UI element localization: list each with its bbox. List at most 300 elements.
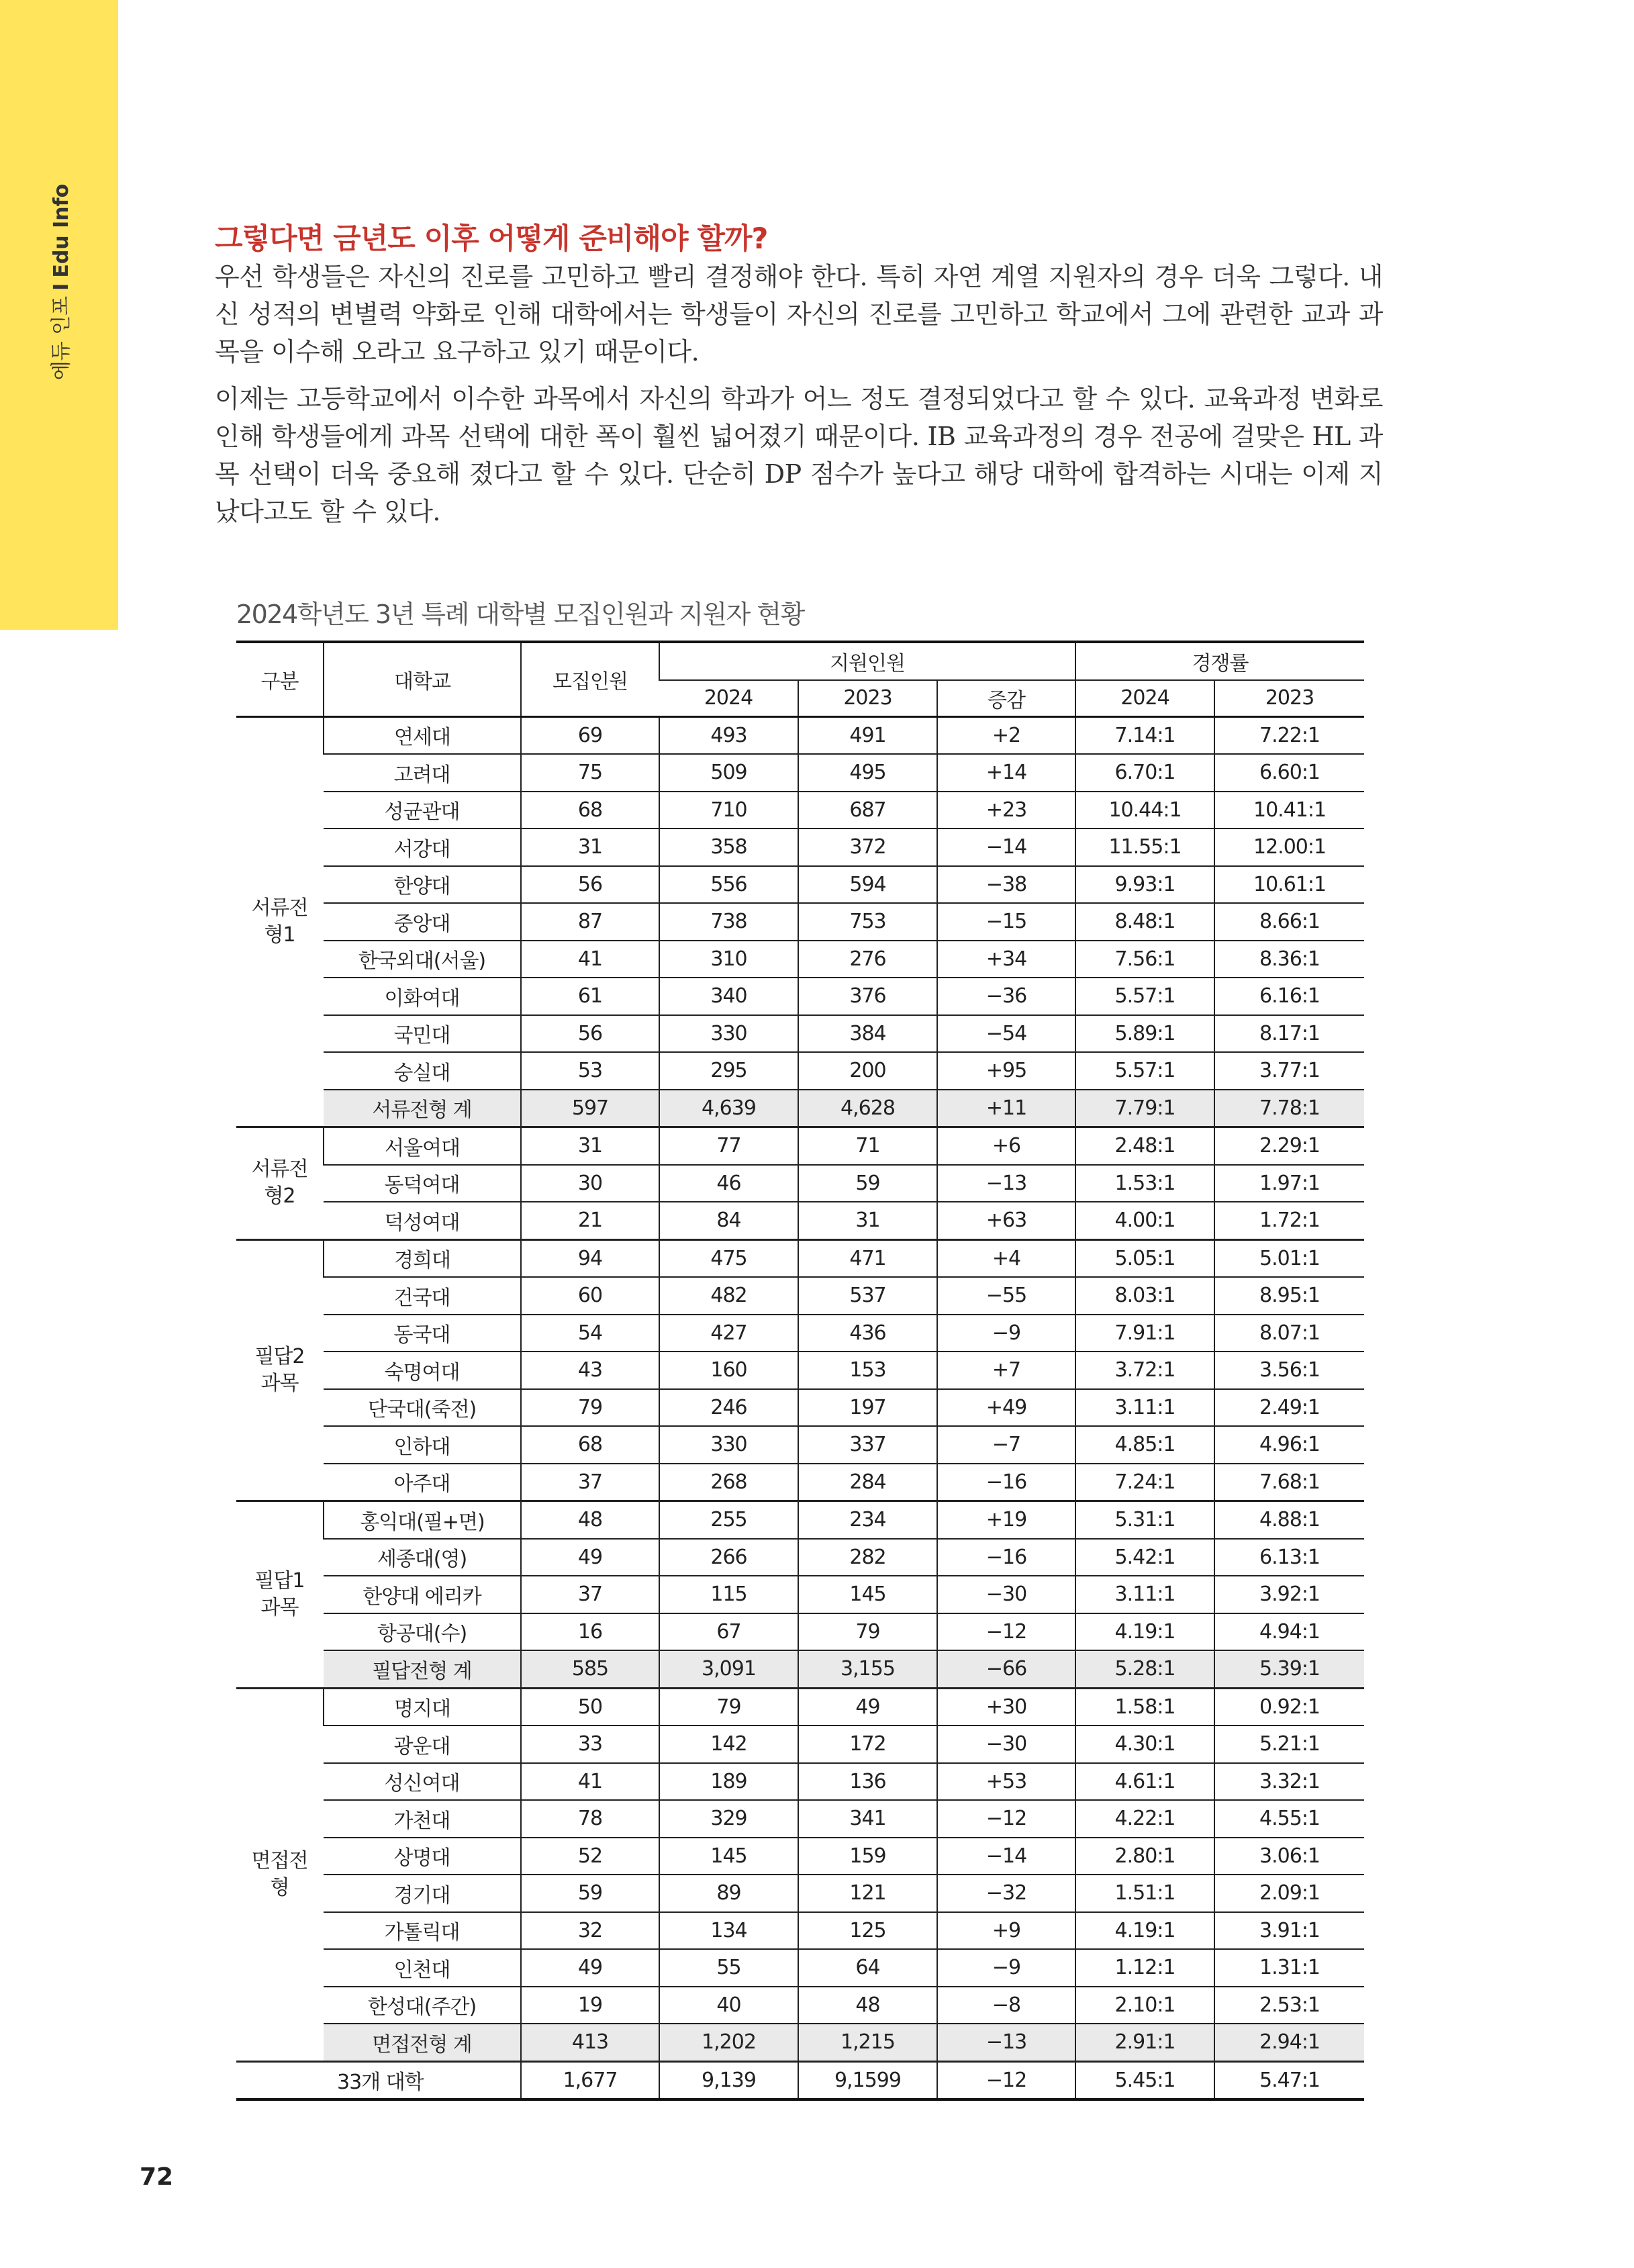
cell-applicants-2023: 172 (798, 1726, 937, 1763)
cell-competition-2024: 10.44:1 (1075, 792, 1214, 829)
cell-change: −32 (937, 1875, 1075, 1912)
cell-quota: 61 (521, 978, 659, 1015)
cell-competition-2024: 3.11:1 (1075, 1389, 1214, 1427)
cell-change: +30 (937, 1688, 1075, 1726)
cell-quota: 16 (521, 1613, 659, 1651)
cell-competition-2024: 1.58:1 (1075, 1688, 1214, 1726)
cell-applicants-2023: 59 (798, 1165, 937, 1202)
cell-applicants-2023: 79 (798, 1613, 937, 1651)
table-row (236, 1800, 1364, 1838)
cell-change: +19 (937, 1501, 1075, 1539)
table-row (236, 1426, 1364, 1464)
cell-quota: 33 (521, 1726, 659, 1763)
cell-applicants-2023: 495 (798, 754, 937, 792)
group-label: 면접전 형 (236, 1688, 324, 2061)
table-row (236, 1613, 1364, 1651)
page-number: 72 (140, 2163, 174, 2191)
cell-competition-2023: 3.06:1 (1214, 1838, 1364, 1875)
group-label: 필답2 과목 (236, 1239, 324, 1501)
cell-competition-2023: 12.00:1 (1214, 829, 1364, 866)
cell-competition-2024: 7.14:1 (1075, 716, 1214, 754)
cell-applicants-2023: 125 (798, 1912, 937, 1950)
admissions-table-container (236, 641, 1364, 2101)
cell-competition-2023: 6.60:1 (1214, 754, 1364, 792)
cell-applicants-2024: 330 (659, 1426, 798, 1464)
table-row (236, 716, 1364, 754)
cell-change: −30 (937, 1576, 1075, 1613)
cell-total-applicants-2024: 9,139 (659, 2061, 798, 2099)
body-paragraph-2: 이제는 고등학교에서 이수한 과목에서 자신의 학과가 어느 정도 결정되었다고 할 수 있다. 교육과정 변화로 인해 학생들에게 과목 선택에 대한 폭이 훨씬 넓어졌기 때문이다. IB 교육과정의 경우 전공에 걸맞은 HL 과목 선택이 더욱 중요해 졌다고 할 수 있다. 단순히 DP 점수가 높다고 해당 대학에 합격하는 시대는 이제 지났다고도 할 수 있다. (215, 384, 1383, 526)
cell-competition-2024: 4.61:1 (1075, 1763, 1214, 1801)
section-label-en: Edu Info (50, 183, 73, 278)
cell-competition-2023: 6.16:1 (1214, 978, 1364, 1015)
cell-university: 성신여대 (324, 1763, 521, 1801)
cell-quota: 56 (521, 1015, 659, 1053)
cell-change: +11 (937, 1090, 1075, 1127)
cell-quota: 41 (521, 1763, 659, 1801)
cell-competition-2023: 10.41:1 (1214, 792, 1364, 829)
cell-change: −9 (937, 1949, 1075, 1987)
cell-applicants-2023: 372 (798, 829, 937, 866)
cell-change: +63 (937, 1202, 1075, 1239)
cell-quota: 413 (521, 2024, 659, 2061)
cell-total-applicants-2023: 9,1599 (798, 2061, 937, 2099)
cell-applicants-2023: 31 (798, 1202, 937, 1239)
cell-change: +4 (937, 1239, 1075, 1277)
cell-quota: 31 (521, 829, 659, 866)
cell-quota: 48 (521, 1501, 659, 1539)
header-applicants-2024: 2024 (659, 680, 798, 717)
table-row (236, 1052, 1364, 1090)
cell-quota: 69 (521, 716, 659, 754)
table-total-row (236, 2061, 1364, 2099)
section-label (44, 184, 74, 381)
cell-competition-2023: 4.94:1 (1214, 1613, 1364, 1651)
table-row (236, 1875, 1364, 1912)
cell-applicants-2024: 142 (659, 1726, 798, 1763)
cell-applicants-2024: 738 (659, 903, 798, 941)
cell-competition-2023: 8.66:1 (1214, 903, 1364, 941)
cell-change: −14 (937, 829, 1075, 866)
cell-quota: 54 (521, 1315, 659, 1352)
header-competition-2024: 2024 (1075, 680, 1214, 717)
table-row (236, 903, 1364, 941)
cell-competition-2023: 4.88:1 (1214, 1501, 1364, 1539)
cell-change: −38 (937, 866, 1075, 904)
cell-applicants-2024: 556 (659, 866, 798, 904)
section-label-ko: 에듀 인포 (50, 295, 73, 381)
table-row (236, 1165, 1364, 1202)
cell-university: 명지대 (324, 1688, 521, 1726)
cell-competition-2024: 6.70:1 (1075, 754, 1214, 792)
cell-competition-2024: 4.19:1 (1075, 1912, 1214, 1950)
cell-competition-2023: 5.21:1 (1214, 1726, 1364, 1763)
cell-quota: 50 (521, 1688, 659, 1726)
cell-university: 국민대 (324, 1015, 521, 1053)
table-row (236, 754, 1364, 792)
cell-applicants-2023: 687 (798, 792, 937, 829)
header-university: 대학교 (324, 642, 521, 716)
cell-total-quota: 1,677 (521, 2061, 659, 2099)
cell-competition-2024: 11.55:1 (1075, 829, 1214, 866)
cell-change: −55 (937, 1277, 1075, 1315)
table-row (236, 941, 1364, 978)
table-row (236, 1987, 1364, 2024)
table-row (236, 1127, 1364, 1165)
body-paragraph-1: 우선 학생들은 자신의 진로를 고민하고 빨리 결정해야 한다. 특히 자연 계열 지원자의 경우 더욱 그렇다. 내신 성적의 변별력 약화로 인해 대학에서는 학생들이 자신의 진로를 고민하고 학교에서 그에 관련한 교과 과목을 이수해 오라고 요구하고 있기 때문이다. (215, 262, 1383, 367)
cell-applicants-2023: 3,155 (798, 1650, 937, 1688)
group-label: 필답1 과목 (236, 1501, 324, 1689)
cell-competition-2024: 3.11:1 (1075, 1576, 1214, 1613)
cell-quota: 59 (521, 1875, 659, 1912)
cell-competition-2024: 5.31:1 (1075, 1501, 1214, 1539)
cell-change: −14 (937, 1838, 1075, 1875)
cell-quota: 60 (521, 1277, 659, 1315)
cell-quota: 37 (521, 1576, 659, 1613)
cell-university: 필답전형 계 (324, 1650, 521, 1688)
cell-competition-2024: 5.57:1 (1075, 1052, 1214, 1090)
cell-applicants-2023: 197 (798, 1389, 937, 1427)
cell-competition-2023: 2.53:1 (1214, 1987, 1364, 2024)
cell-competition-2024: 1.51:1 (1075, 1875, 1214, 1912)
table-row (236, 1912, 1364, 1950)
cell-competition-2024: 2.48:1 (1075, 1127, 1214, 1165)
cell-competition-2024: 3.72:1 (1075, 1352, 1214, 1389)
cell-applicants-2024: 427 (659, 1315, 798, 1352)
cell-applicants-2023: 4,628 (798, 1090, 937, 1127)
cell-change: −30 (937, 1726, 1075, 1763)
table-summary-row (236, 1650, 1364, 1688)
cell-competition-2023: 7.68:1 (1214, 1464, 1364, 1501)
cell-competition-2023: 7.22:1 (1214, 716, 1364, 754)
cell-applicants-2023: 153 (798, 1352, 937, 1389)
cell-quota: 94 (521, 1239, 659, 1277)
cell-change: −36 (937, 978, 1075, 1015)
cell-competition-2023: 4.96:1 (1214, 1426, 1364, 1464)
cell-applicants-2023: 200 (798, 1052, 937, 1090)
cell-change: +34 (937, 941, 1075, 978)
header-quota: 모집인원 (521, 642, 659, 716)
cell-applicants-2024: 46 (659, 1165, 798, 1202)
cell-total-competition-2023: 5.47:1 (1214, 2061, 1364, 2099)
cell-change: +2 (937, 716, 1075, 754)
cell-applicants-2024: 295 (659, 1052, 798, 1090)
cell-competition-2023: 6.13:1 (1214, 1539, 1364, 1576)
cell-applicants-2023: 136 (798, 1763, 937, 1801)
cell-competition-2023: 8.07:1 (1214, 1315, 1364, 1352)
cell-change: −9 (937, 1315, 1075, 1352)
table-row (236, 1239, 1364, 1277)
cell-competition-2023: 2.94:1 (1214, 2024, 1364, 2061)
table-body (236, 716, 1364, 2099)
table-row (236, 1576, 1364, 1613)
cell-applicants-2024: 509 (659, 754, 798, 792)
cell-competition-2023: 3.91:1 (1214, 1912, 1364, 1950)
cell-competition-2024: 2.80:1 (1075, 1838, 1214, 1875)
table-row (236, 1015, 1364, 1053)
cell-quota: 31 (521, 1127, 659, 1165)
cell-change: +6 (937, 1127, 1075, 1165)
cell-change: +49 (937, 1389, 1075, 1427)
cell-change: −54 (937, 1015, 1075, 1053)
table-row (236, 829, 1364, 866)
cell-change: −12 (937, 1613, 1075, 1651)
cell-applicants-2024: 134 (659, 1912, 798, 1950)
cell-competition-2024: 5.42:1 (1075, 1539, 1214, 1576)
cell-applicants-2024: 84 (659, 1202, 798, 1239)
cell-applicants-2023: 121 (798, 1875, 937, 1912)
cell-competition-2023: 5.39:1 (1214, 1650, 1364, 1688)
cell-applicants-2023: 234 (798, 1501, 937, 1539)
cell-university: 고려대 (324, 754, 521, 792)
cell-quota: 21 (521, 1202, 659, 1239)
cell-competition-2023: 3.77:1 (1214, 1052, 1364, 1090)
cell-competition-2024: 5.05:1 (1075, 1239, 1214, 1277)
cell-competition-2024: 8.48:1 (1075, 903, 1214, 941)
cell-competition-2024: 7.56:1 (1075, 941, 1214, 978)
cell-competition-2023: 2.09:1 (1214, 1875, 1364, 1912)
cell-change: −16 (937, 1464, 1075, 1501)
cell-applicants-2024: 115 (659, 1576, 798, 1613)
cell-applicants-2024: 340 (659, 978, 798, 1015)
cell-applicants-2024: 40 (659, 1987, 798, 2024)
cell-competition-2024: 7.79:1 (1075, 1090, 1214, 1127)
cell-applicants-2024: 710 (659, 792, 798, 829)
cell-change: +14 (937, 754, 1075, 792)
table-row (236, 1763, 1364, 1801)
cell-competition-2024: 4.19:1 (1075, 1613, 1214, 1651)
cell-competition-2023: 2.49:1 (1214, 1389, 1364, 1427)
cell-applicants-2024: 189 (659, 1763, 798, 1801)
cell-change: −8 (937, 1987, 1075, 2024)
header-competition-2023: 2023 (1214, 680, 1364, 717)
cell-competition-2024: 2.10:1 (1075, 1987, 1214, 2024)
cell-applicants-2024: 358 (659, 829, 798, 866)
cell-applicants-2023: 1,215 (798, 2024, 937, 2061)
cell-change: −15 (937, 903, 1075, 941)
cell-applicants-2023: 384 (798, 1015, 937, 1053)
cell-applicants-2023: 48 (798, 1987, 937, 2024)
cell-applicants-2024: 79 (659, 1688, 798, 1726)
cell-quota: 597 (521, 1090, 659, 1127)
cell-applicants-2024: 266 (659, 1539, 798, 1576)
cell-change: −13 (937, 1165, 1075, 1202)
cell-applicants-2023: 284 (798, 1464, 937, 1501)
table-row (236, 1315, 1364, 1352)
section-label-separator: I (50, 283, 73, 291)
cell-quota: 75 (521, 754, 659, 792)
table-row (236, 1688, 1364, 1726)
table-row (236, 1389, 1364, 1427)
cell-quota: 52 (521, 1838, 659, 1875)
cell-university: 경기대 (324, 1875, 521, 1912)
cell-quota: 49 (521, 1539, 659, 1576)
cell-applicants-2024: 246 (659, 1389, 798, 1427)
cell-total-change: −12 (937, 2061, 1075, 2099)
cell-university: 동국대 (324, 1315, 521, 1352)
table-row (236, 866, 1364, 904)
table-summary-row (236, 1090, 1364, 1127)
cell-applicants-2024: 3,091 (659, 1650, 798, 1688)
cell-applicants-2023: 376 (798, 978, 937, 1015)
cell-quota: 49 (521, 1949, 659, 1987)
cell-applicants-2023: 159 (798, 1838, 937, 1875)
cell-applicants-2024: 67 (659, 1613, 798, 1651)
cell-quota: 78 (521, 1800, 659, 1838)
cell-applicants-2023: 594 (798, 866, 937, 904)
cell-change: −7 (937, 1426, 1075, 1464)
cell-competition-2024: 1.53:1 (1075, 1165, 1214, 1202)
cell-university: 한양대 (324, 866, 521, 904)
cell-university: 경희대 (324, 1239, 521, 1277)
cell-quota: 68 (521, 792, 659, 829)
cell-quota: 87 (521, 903, 659, 941)
cell-competition-2023: 0.92:1 (1214, 1688, 1364, 1726)
cell-applicants-2023: 145 (798, 1576, 937, 1613)
header-applicants: 지원인원 (659, 642, 1075, 680)
cell-university: 상명대 (324, 1838, 521, 1875)
cell-quota: 32 (521, 1912, 659, 1950)
cell-applicants-2023: 64 (798, 1949, 937, 1987)
cell-quota: 56 (521, 866, 659, 904)
cell-competition-2023: 7.78:1 (1214, 1090, 1364, 1127)
cell-university: 연세대 (324, 716, 521, 754)
table-row (236, 1949, 1364, 1987)
cell-quota: 68 (521, 1426, 659, 1464)
cell-competition-2024: 5.89:1 (1075, 1015, 1214, 1053)
cell-quota: 53 (521, 1052, 659, 1090)
cell-quota: 43 (521, 1352, 659, 1389)
cell-change: −66 (937, 1650, 1075, 1688)
cell-competition-2024: 5.57:1 (1075, 978, 1214, 1015)
cell-applicants-2024: 89 (659, 1875, 798, 1912)
cell-university: 인천대 (324, 1949, 521, 1987)
cell-university: 한국외대(서울) (324, 941, 521, 978)
cell-competition-2023: 8.36:1 (1214, 941, 1364, 978)
section-heading: 그렇다면 금년도 이후 어떻게 준비해야 할까? (215, 222, 768, 256)
cell-university: 중앙대 (324, 903, 521, 941)
cell-competition-2024: 8.03:1 (1075, 1277, 1214, 1315)
cell-applicants-2024: 4,639 (659, 1090, 798, 1127)
cell-competition-2023: 1.72:1 (1214, 1202, 1364, 1239)
cell-change: +95 (937, 1052, 1075, 1090)
cell-competition-2024: 7.91:1 (1075, 1315, 1214, 1352)
cell-university: 숙명여대 (324, 1352, 521, 1389)
table-row (236, 1202, 1364, 1239)
cell-applicants-2024: 1,202 (659, 2024, 798, 2061)
cell-competition-2023: 8.95:1 (1214, 1277, 1364, 1315)
cell-applicants-2024: 475 (659, 1239, 798, 1277)
cell-applicants-2024: 77 (659, 1127, 798, 1165)
cell-change: −12 (937, 1800, 1075, 1838)
cell-university: 면접전형 계 (324, 2024, 521, 2061)
cell-competition-2023: 2.29:1 (1214, 1127, 1364, 1165)
cell-university: 성균관대 (324, 792, 521, 829)
cell-quota: 37 (521, 1464, 659, 1501)
cell-applicants-2023: 276 (798, 941, 937, 978)
table-row (236, 1726, 1364, 1763)
cell-university: 건국대 (324, 1277, 521, 1315)
cell-applicants-2024: 268 (659, 1464, 798, 1501)
cell-competition-2024: 9.93:1 (1075, 866, 1214, 904)
table-row (236, 1277, 1364, 1315)
cell-university: 항공대(수) (324, 1613, 521, 1651)
cell-quota: 79 (521, 1389, 659, 1427)
cell-university: 한양대 에리카 (324, 1576, 521, 1613)
cell-change: −16 (937, 1539, 1075, 1576)
cell-university: 서울여대 (324, 1127, 521, 1165)
cell-applicants-2024: 160 (659, 1352, 798, 1389)
cell-change: +9 (937, 1912, 1075, 1950)
cell-change: +53 (937, 1763, 1075, 1801)
cell-university: 덕성여대 (324, 1202, 521, 1239)
cell-applicants-2023: 71 (798, 1127, 937, 1165)
table-row (236, 1838, 1364, 1875)
table-header (236, 642, 1364, 716)
cell-university: 아주대 (324, 1464, 521, 1501)
table-row (236, 1352, 1364, 1389)
group-label: 서류전 형2 (236, 1127, 324, 1240)
cell-quota: 41 (521, 941, 659, 978)
cell-competition-2024: 7.24:1 (1075, 1464, 1214, 1501)
group-label: 서류전 형1 (236, 716, 324, 1127)
cell-competition-2023: 8.17:1 (1214, 1015, 1364, 1053)
cell-university: 단국대(죽전) (324, 1389, 521, 1427)
cell-university: 인하대 (324, 1426, 521, 1464)
cell-competition-2024: 4.22:1 (1075, 1800, 1214, 1838)
header-applicants-2023: 2023 (798, 680, 937, 717)
cell-university: 광운대 (324, 1726, 521, 1763)
cell-applicants-2023: 337 (798, 1426, 937, 1464)
cell-university: 서강대 (324, 829, 521, 866)
cell-applicants-2024: 310 (659, 941, 798, 978)
cell-university: 서류전형 계 (324, 1090, 521, 1127)
cell-competition-2023: 3.32:1 (1214, 1763, 1364, 1801)
cell-competition-2023: 4.55:1 (1214, 1800, 1364, 1838)
cell-competition-2024: 2.91:1 (1075, 2024, 1214, 2061)
cell-university: 한성대(주간) (324, 1987, 521, 2024)
cell-quota: 30 (521, 1165, 659, 1202)
table-row (236, 1539, 1364, 1576)
cell-competition-2024: 4.00:1 (1075, 1202, 1214, 1239)
table-row (236, 1501, 1364, 1539)
cell-university: 숭실대 (324, 1052, 521, 1090)
cell-applicants-2023: 49 (798, 1688, 937, 1726)
header-change: 증감 (937, 680, 1075, 717)
table-summary-row (236, 2024, 1364, 2061)
cell-quota: 585 (521, 1650, 659, 1688)
cell-university: 동덕여대 (324, 1165, 521, 1202)
cell-university: 가천대 (324, 1800, 521, 1838)
cell-change: +23 (937, 792, 1075, 829)
header-competition: 경쟁률 (1075, 642, 1364, 680)
cell-competition-2023: 3.56:1 (1214, 1352, 1364, 1389)
cell-applicants-2023: 282 (798, 1539, 937, 1576)
table-title: 2024학년도 3년 특례 대학별 모집인원과 지원자 현황 (236, 600, 804, 629)
cell-competition-2023: 3.92:1 (1214, 1576, 1364, 1613)
cell-quota: 19 (521, 1987, 659, 2024)
table-row (236, 978, 1364, 1015)
cell-applicants-2024: 482 (659, 1277, 798, 1315)
cell-competition-2024: 5.28:1 (1075, 1650, 1214, 1688)
cell-university: 가톨릭대 (324, 1912, 521, 1950)
header-category: 구분 (236, 642, 324, 716)
cell-university: 세종대(영) (324, 1539, 521, 1576)
cell-competition-2023: 10.61:1 (1214, 866, 1364, 904)
cell-applicants-2023: 753 (798, 903, 937, 941)
table-row (236, 1464, 1364, 1501)
cell-applicants-2024: 255 (659, 1501, 798, 1539)
